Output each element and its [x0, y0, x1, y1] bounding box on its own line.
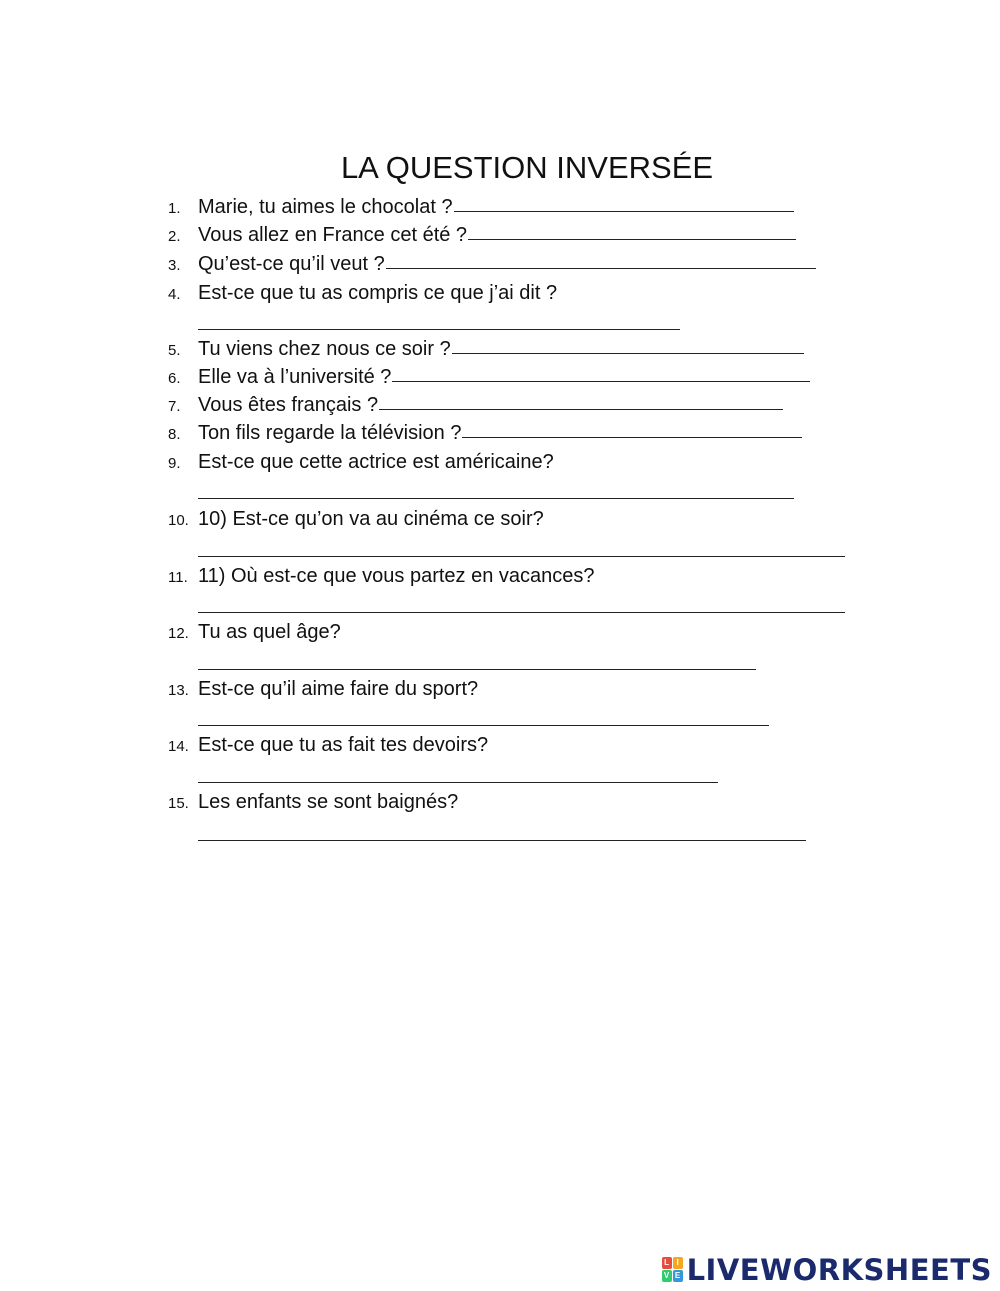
question-number: 1.	[168, 200, 181, 217]
question-item	[0, 279, 1000, 307]
logo-text: LIVEWORKSHEETS	[686, 1253, 992, 1287]
logo-letter-i: I	[673, 1257, 683, 1269]
answer-line[interactable]	[392, 381, 810, 382]
answer-line[interactable]	[454, 211, 794, 212]
logo-icon	[662, 1257, 684, 1283]
question-number: 8.	[168, 426, 181, 443]
answer-line[interactable]	[452, 353, 804, 354]
answer-line[interactable]	[468, 239, 796, 240]
answer-line[interactable]	[386, 268, 816, 269]
question-item	[0, 618, 1000, 646]
question-number: 10.	[168, 512, 189, 529]
answer-line[interactable]	[198, 782, 718, 783]
question-text: Les enfants se sont baignés?	[198, 791, 459, 813]
question-item	[0, 193, 1000, 221]
question-text: Est-ce qu’il aime faire du sport?	[198, 678, 479, 700]
answer-line[interactable]	[462, 437, 802, 438]
question-number: 14.	[168, 738, 189, 755]
question-text: Vous êtes français ?	[198, 394, 379, 416]
question-item	[0, 448, 1000, 476]
answer-line[interactable]	[198, 612, 845, 613]
question-item	[0, 391, 1000, 419]
worksheet-title: LA QUESTION INVERSÉE	[340, 150, 714, 185]
question-item	[0, 335, 1000, 363]
question-item	[0, 505, 1000, 533]
question-number: 4.	[168, 286, 181, 303]
answer-line[interactable]	[198, 840, 806, 841]
logo-letter-l: L	[662, 1257, 672, 1269]
answer-line[interactable]	[198, 556, 845, 557]
question-number: 13.	[168, 682, 189, 699]
liveworksheets-logo[interactable]	[662, 1254, 992, 1286]
question-number: 9.	[168, 455, 181, 472]
question-text: Marie, tu aimes le chocolat ?	[198, 196, 453, 218]
question-text: Est-ce que tu as compris ce que j’ai dit ?	[198, 282, 558, 304]
answer-line[interactable]	[198, 669, 756, 670]
logo-letter-v: V	[662, 1270, 672, 1282]
answer-line[interactable]	[198, 725, 769, 726]
question-text: Ton fils regarde la télévision ?	[198, 422, 462, 444]
answer-line[interactable]	[198, 498, 794, 499]
logo-letter-e: E	[673, 1270, 683, 1282]
question-item	[0, 731, 1000, 759]
question-text: Tu as quel âge?	[198, 621, 341, 643]
question-text: Qu’est-ce qu’il veut ?	[198, 253, 385, 275]
answer-line[interactable]	[198, 329, 680, 330]
question-number: 11.	[168, 569, 188, 586]
question-text: 10) Est-ce qu’on va au cinéma ce soir?	[198, 508, 544, 530]
question-number: 12.	[168, 625, 189, 642]
question-text: 11) Où est-ce que vous partez en vacances?	[198, 565, 595, 587]
question-item	[0, 363, 1000, 391]
question-number: 2.	[168, 228, 181, 245]
question-number: 5.	[168, 342, 181, 359]
question-number: 3.	[168, 257, 181, 274]
question-text: Vous allez en France cet été ?	[198, 224, 468, 246]
question-item	[0, 675, 1000, 703]
question-number: 7.	[168, 398, 181, 415]
question-item	[0, 419, 1000, 447]
question-text: Elle va à l’université ?	[198, 366, 392, 388]
question-item	[0, 221, 1000, 249]
question-text: Est-ce que cette actrice est américaine?	[198, 451, 554, 473]
question-item	[0, 562, 1000, 590]
question-number: 15.	[168, 795, 189, 812]
question-text: Tu viens chez nous ce soir ?	[198, 338, 451, 360]
answer-line[interactable]	[379, 409, 783, 410]
question-item	[0, 250, 1000, 278]
question-text: Est-ce que tu as fait tes devoirs?	[198, 734, 489, 756]
question-number: 6.	[168, 370, 181, 387]
question-item	[0, 788, 1000, 816]
